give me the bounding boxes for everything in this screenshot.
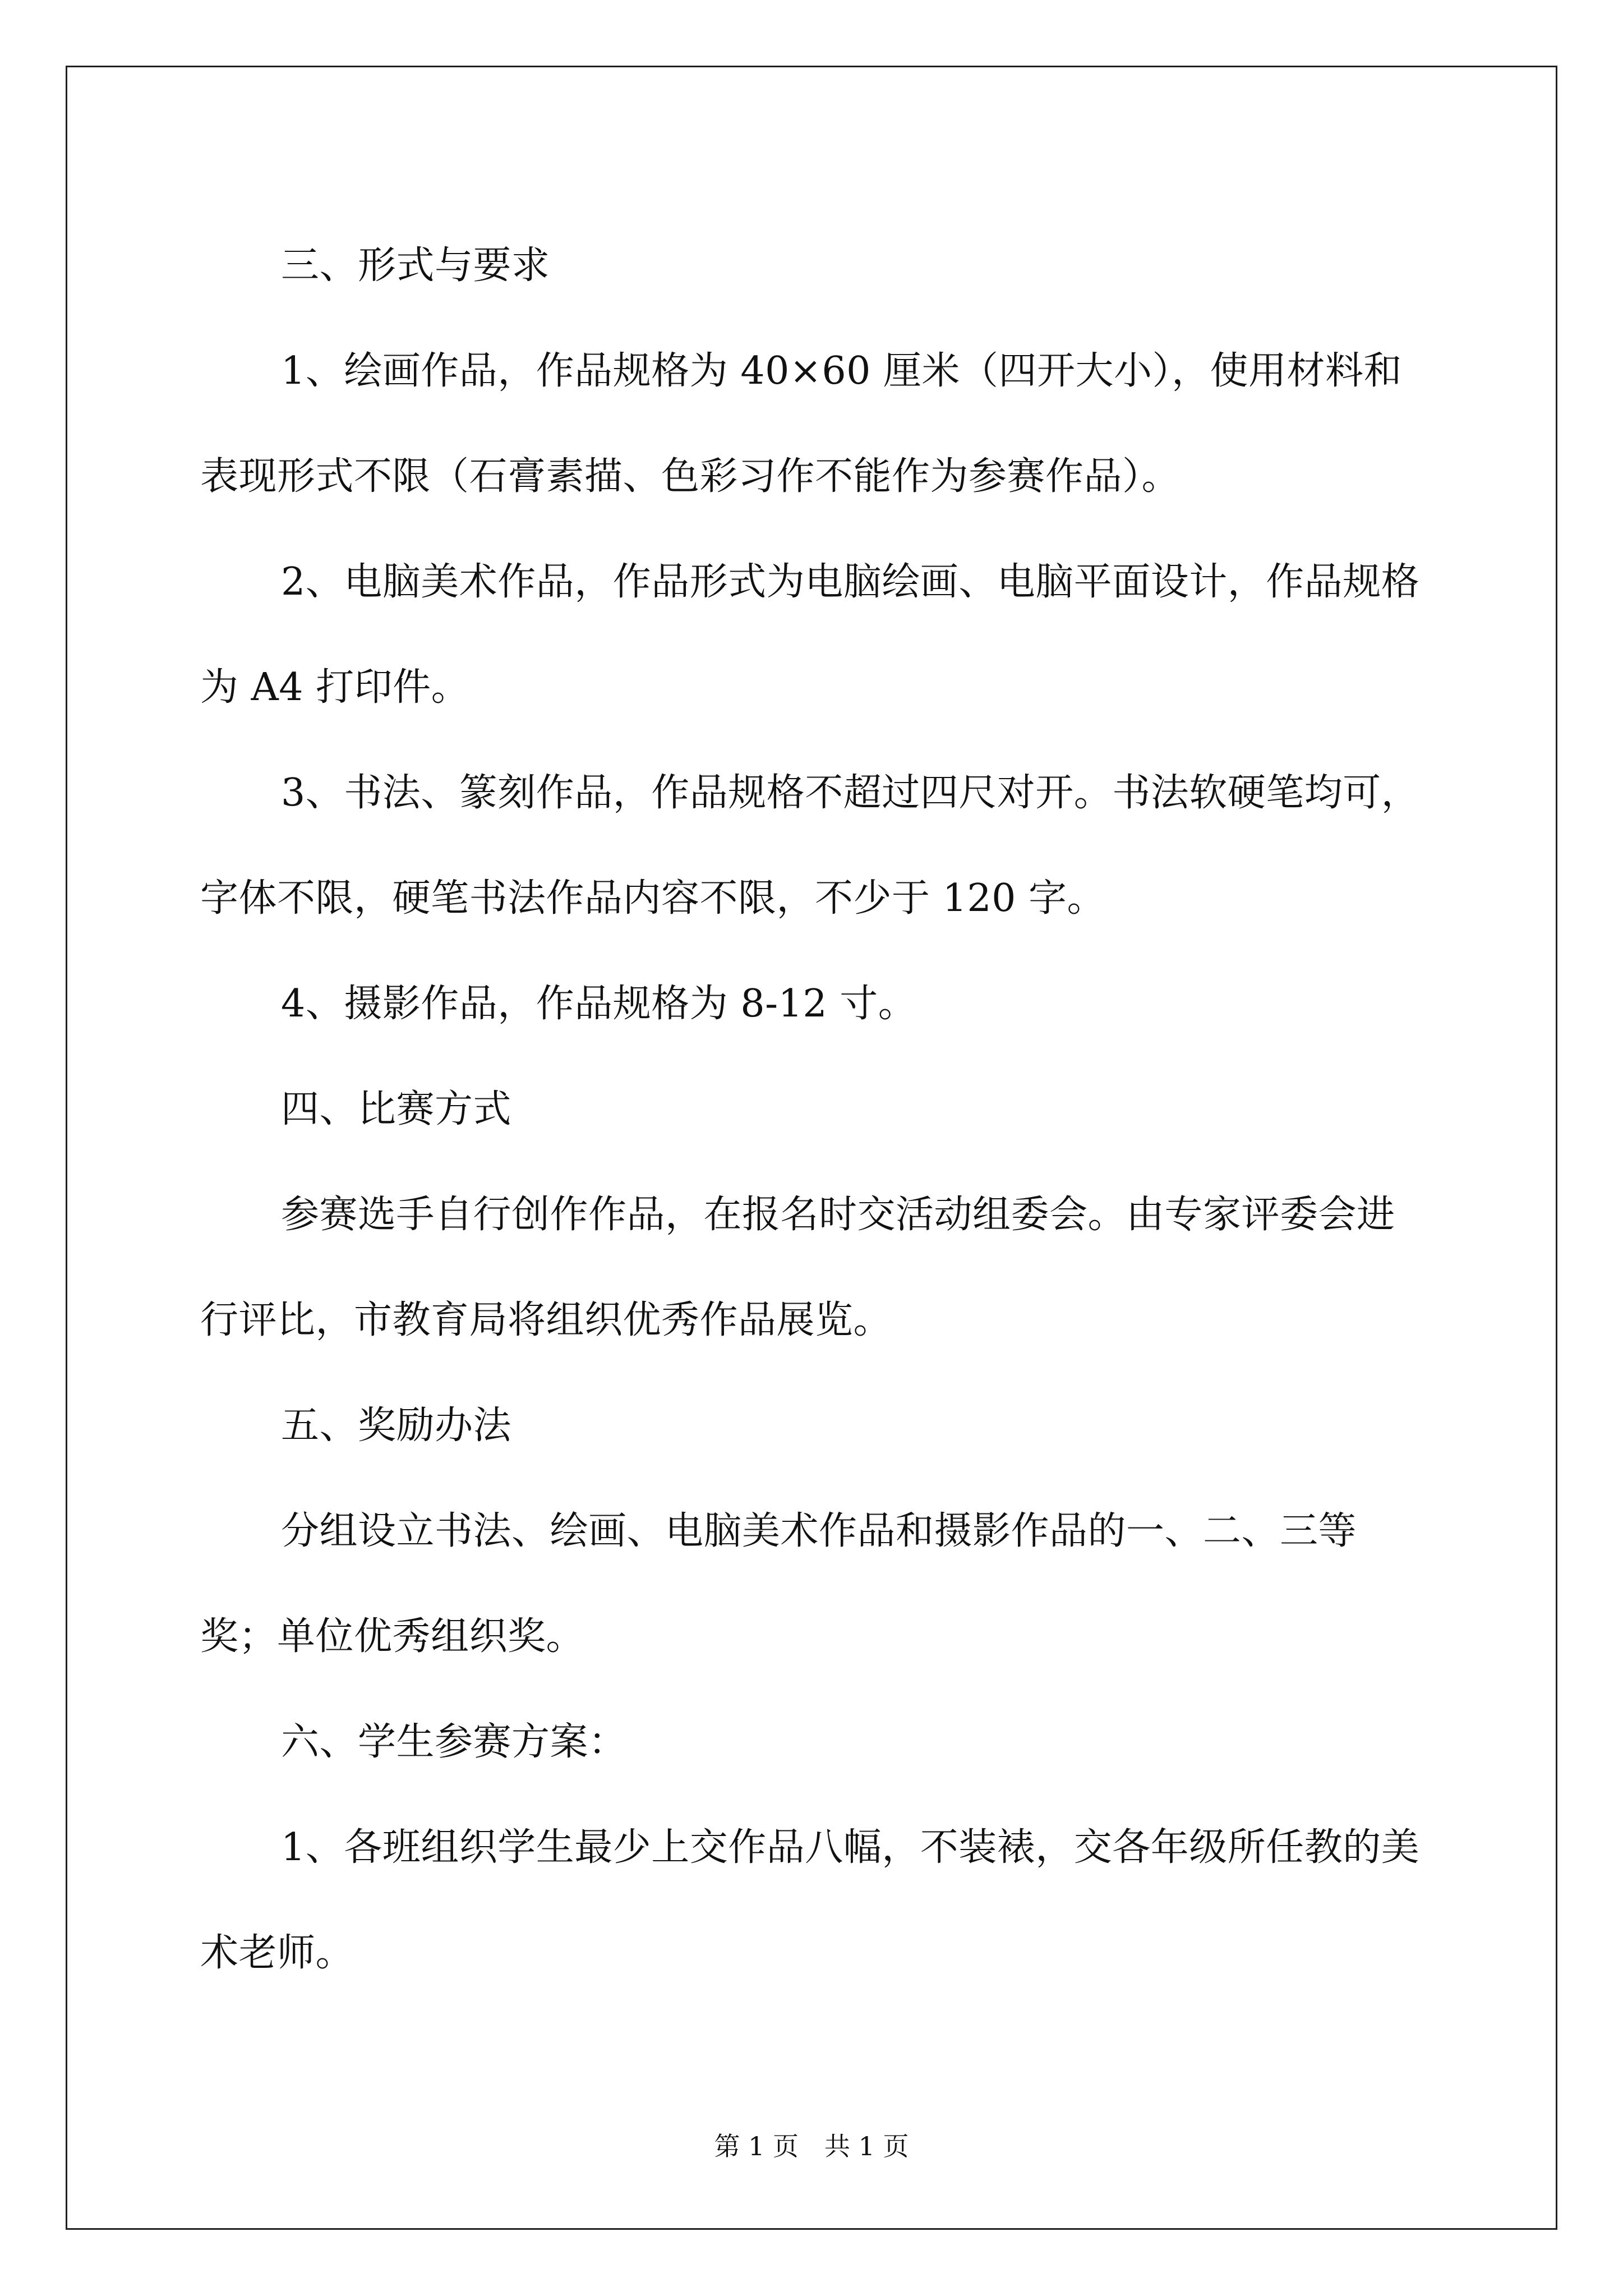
paragraph-painting-works: 1、绘画作品，作品规格为 40×60 厘米（四开大小），使用材料和表现形式不限（石膏素描、色彩习作不能作为参赛作品）。	[200, 349, 1403, 499]
paragraph-computer-art-works: 2、电脑美术作品，作品形式为电脑绘画、电脑平面设计，作品规格为 A4 打印件。	[200, 560, 1420, 710]
section-heading-competition-method: 四、比赛方式	[281, 1087, 512, 1131]
document-body	[200, 213, 1428, 2006]
page-number-footer: 第 1 页 共 1 页	[714, 2131, 909, 2161]
paragraph-student-plan-1: 1、各班组织学生最少上交作品八幅，不装裱，交各年级所任教的美术老师。	[200, 1825, 1420, 1975]
section-heading-student-plan: 六、学生参赛方案：	[281, 1720, 627, 1764]
paragraph-photography-works: 4、摄影作品，作品规格为 8-12 寸。	[281, 982, 917, 1026]
section-heading-form-requirements: 三、形式与要求	[281, 243, 550, 288]
paragraph-calligraphy-works: 3、书法、篆刻作品，作品规格不超过四尺对开。书法软硬笔均可，字体不限，硬笔书法作品内容不限，不少于 120 字。	[200, 771, 1420, 921]
section-heading-awards: 五、奖励办法	[281, 1404, 512, 1448]
paragraph-awards: 分组设立书法、绘画、电脑美术作品和摄影作品的一、二、三等奖；单位优秀组织奖。	[200, 1509, 1357, 1659]
paragraph-competition-method: 参赛选手自行创作作品，在报名时交活动组委会。由专家评委会进行评比，市教育局将组织优秀作品展览。	[200, 1193, 1395, 1342]
